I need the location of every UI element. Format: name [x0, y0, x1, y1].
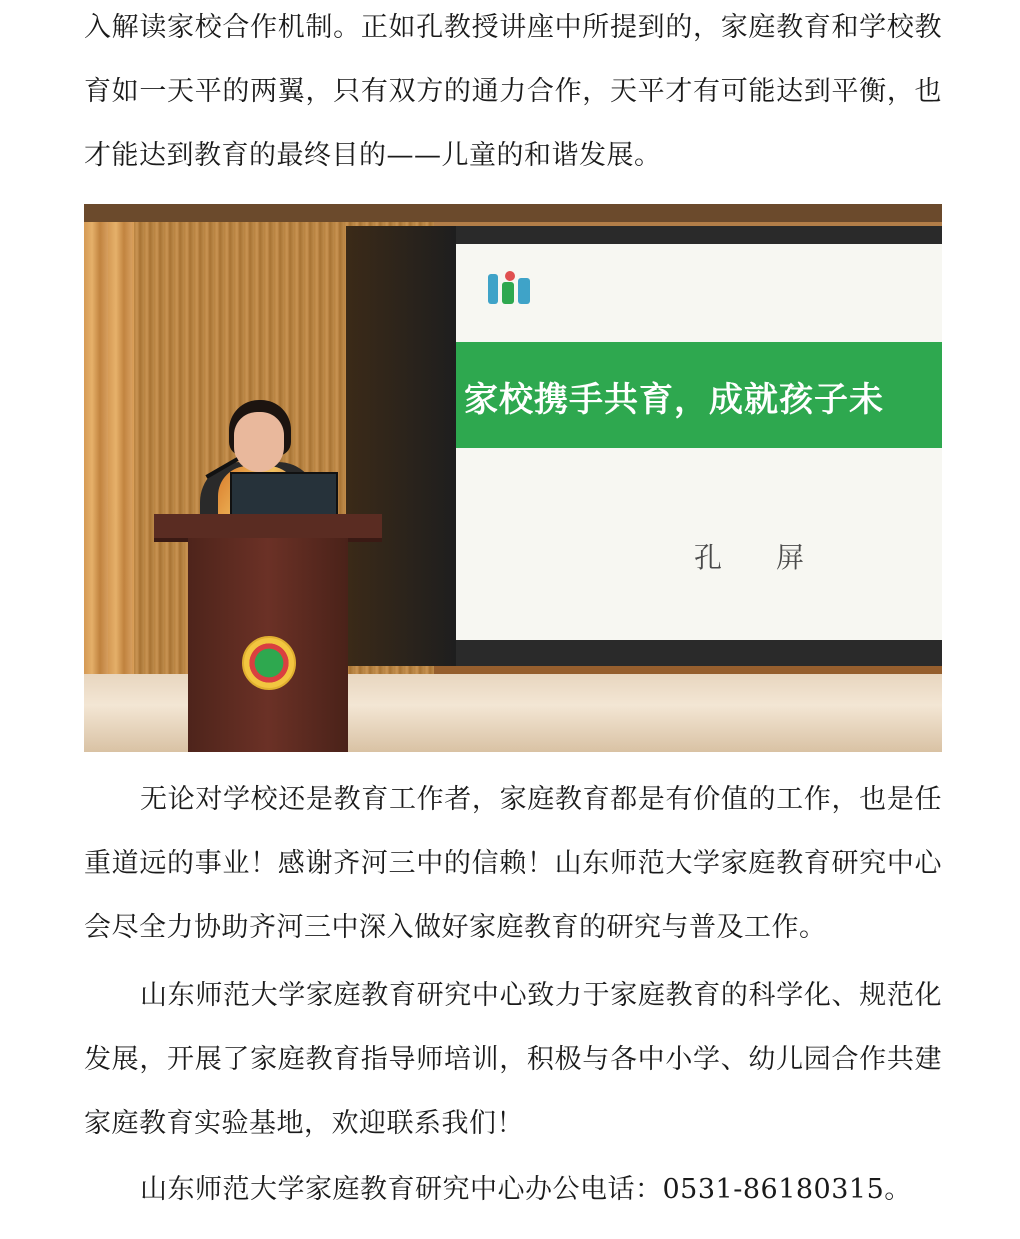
stage-curtain: [84, 204, 134, 752]
speaker-face: [234, 412, 284, 472]
paragraph-center: 山东师范大学家庭教育研究中心致力于家庭教育的科学化、规范化发展，开展了家庭教育指导师培训，积极与各中小学、幼儿园合作共建家庭教育实验基地，欢迎联系我们！: [84, 980, 942, 1139]
school-emblem-icon: [242, 636, 296, 690]
paragraph-contact: 山东师范大学家庭教育研究中心办公电话：0531-86180315。: [140, 1174, 912, 1205]
slide-logo-icon: [484, 268, 540, 310]
laptop: [230, 472, 338, 518]
paragraph-value: 无论对学校还是教育工作者，家庭教育都是有价值的工作，也是任重道远的事业！感谢齐河三中的信赖！山东师范大学家庭教育研究中心会尽全力协助齐河三中深入做好家庭教育的研究与普及工作。: [84, 784, 942, 943]
lecture-photo: [84, 204, 942, 752]
ceiling-strip: [84, 204, 942, 222]
slide-title-banner: [456, 342, 942, 448]
paragraph-intro: 入解读家校合作机制。正如孔教授讲座中所提到的，家庭教育和学校教育如一天平的两翼，只有双方的通力合作，天平才有可能达到平衡，也才能达到教育的最终目的——儿童的和谐发展。: [84, 12, 942, 171]
slide-title: 家校携手共育，成就孩子未: [464, 380, 884, 420]
slide-presenter-name: 孔屏: [694, 541, 859, 574]
screen-shadow: [346, 226, 456, 666]
